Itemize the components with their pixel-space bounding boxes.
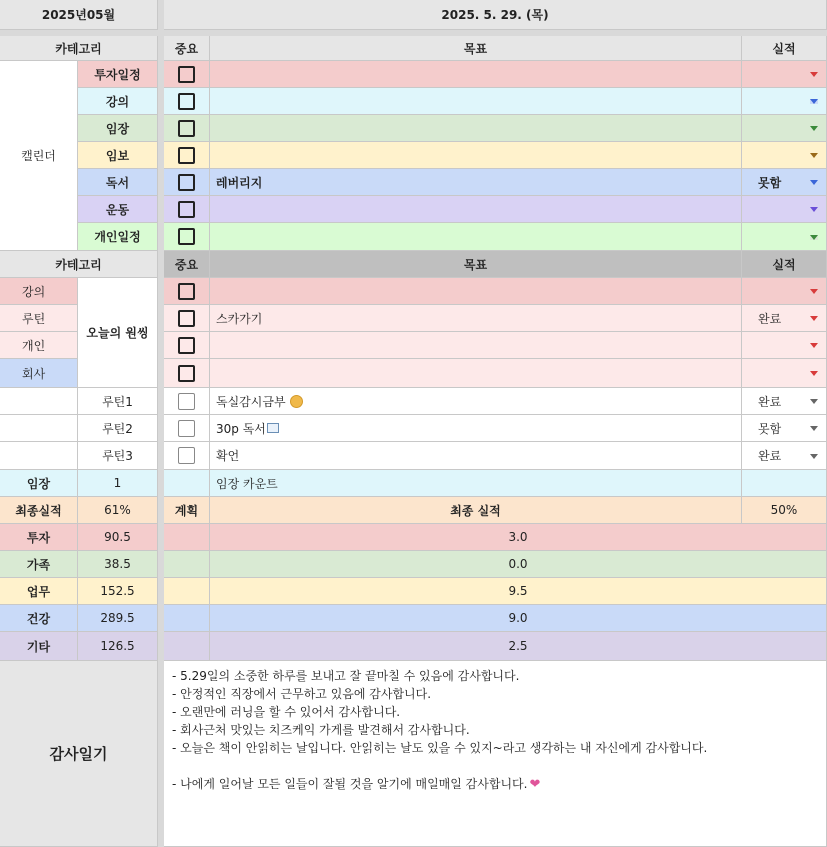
plan-label: 계획: [164, 497, 210, 524]
score-today: 9.5: [210, 578, 827, 605]
score-plan: [164, 578, 210, 605]
important-checkbox[interactable]: [164, 169, 210, 196]
dropdown-arrow-icon[interactable]: [810, 343, 818, 348]
important-checkbox[interactable]: [164, 278, 210, 305]
score-today: 0.0: [210, 551, 827, 578]
score-today: 9.0: [210, 605, 827, 632]
routine-label: 루틴1: [78, 388, 158, 415]
result-value: 못함: [758, 421, 782, 436]
score-label: 건강: [0, 605, 78, 632]
result-dropdown[interactable]: [742, 223, 827, 251]
score-plan: [164, 524, 210, 551]
dropdown-arrow-icon[interactable]: [810, 454, 818, 459]
month-cell[interactable]: 2025년05월: [0, 0, 158, 30]
score-label: 업무: [0, 578, 78, 605]
routine-goal[interactable]: [210, 388, 742, 415]
book-icon: [267, 423, 279, 433]
dropdown-arrow-icon[interactable]: [810, 399, 818, 404]
final-pct2: 50%: [742, 497, 827, 524]
routine-goal[interactable]: [210, 415, 742, 442]
score-total: 38.5: [78, 551, 158, 578]
calendar-group-label: 캘린더: [0, 61, 78, 251]
section1-result-header: 실적: [742, 36, 827, 61]
goal-cell[interactable]: [210, 115, 742, 142]
one-thing-category: 강의: [0, 278, 78, 305]
score-total: 289.5: [78, 605, 158, 632]
score-plan: [164, 605, 210, 632]
goal-cell[interactable]: [210, 359, 742, 388]
routine-goal-text: 30p 독서: [216, 421, 266, 436]
routine-goal-text: 독실감시금부: [216, 394, 286, 409]
imjang-text[interactable]: 임장 카운트: [210, 470, 742, 497]
result-dropdown[interactable]: [742, 415, 827, 442]
routine-blank: [0, 388, 78, 415]
heart-icon: ❤: [529, 777, 541, 792]
goal-cell[interactable]: [210, 142, 742, 169]
diary-line-4: - 회사근처 맛있는 치즈케익 가게를 발견해서 감사합니다.: [172, 723, 470, 737]
dropdown-arrow-icon[interactable]: [810, 235, 818, 240]
result-value: 못함: [758, 175, 782, 190]
diary-line-2: - 안정적인 직장에서 근무하고 있음에 감사합니다.: [172, 687, 432, 701]
result-value: 완료: [758, 449, 782, 463]
diary-label: 감사일기: [0, 661, 158, 847]
result-value: 완료: [758, 394, 782, 409]
score-plan: [164, 632, 210, 661]
goal-cell[interactable]: [210, 88, 742, 115]
routine-blank: [0, 415, 78, 442]
score-total: 90.5: [78, 524, 158, 551]
important-checkbox[interactable]: [164, 115, 210, 142]
result-dropdown[interactable]: [742, 442, 827, 470]
calendar-category: 운동: [78, 196, 158, 223]
important-checkbox[interactable]: [164, 305, 210, 332]
routine-checkbox[interactable]: [164, 388, 210, 415]
dropdown-arrow-icon[interactable]: [810, 371, 818, 376]
diary-line-3: - 오랜만에 러닝을 할 수 있어서 감사합니다.: [172, 705, 401, 719]
section1-important-header: 중요: [164, 36, 210, 61]
result-dropdown[interactable]: [742, 305, 827, 332]
one-thing-category: 회사: [0, 359, 78, 388]
routine-goal[interactable]: [210, 442, 742, 470]
dropdown-arrow-icon[interactable]: [810, 153, 818, 158]
score-total: 126.5: [78, 632, 158, 661]
goal-cell[interactable]: [210, 332, 742, 359]
goal-cell[interactable]: [210, 61, 742, 88]
one-thing-label: 오늘의 원씽: [78, 278, 158, 388]
imjang-label: 임장: [0, 470, 78, 497]
result-dropdown[interactable]: [742, 332, 827, 359]
score-label: 기타: [0, 632, 78, 661]
score-today: 2.5: [210, 632, 827, 661]
result-dropdown[interactable]: [742, 88, 827, 115]
score-label: 투자: [0, 524, 78, 551]
date-cell[interactable]: 2025. 5. 29. (목): [164, 0, 827, 30]
diary-line-7-wrap: [172, 775, 540, 794]
goal-cell[interactable]: 레버리지: [210, 169, 742, 196]
section2-category-header: 카테고리: [0, 251, 158, 278]
important-checkbox[interactable]: [164, 223, 210, 251]
routine-label: 루틴2: [78, 415, 158, 442]
section2-important-header: 중요: [164, 251, 210, 278]
section1-goal-header: 목표: [210, 36, 742, 61]
goal-cell[interactable]: [210, 278, 742, 305]
important-checkbox[interactable]: [164, 332, 210, 359]
calendar-category: 독서: [78, 169, 158, 196]
score-today: 3.0: [210, 524, 827, 551]
final-title: 최종 실적: [210, 497, 742, 524]
important-checkbox[interactable]: [164, 61, 210, 88]
result-dropdown[interactable]: [742, 278, 827, 305]
imjang-result: [742, 470, 827, 497]
imjang-value[interactable]: 1: [78, 470, 158, 497]
dropdown-arrow-icon[interactable]: [810, 180, 818, 185]
dropdown-arrow-icon[interactable]: [810, 207, 818, 212]
dropdown-arrow-icon[interactable]: [810, 126, 818, 131]
dropdown-arrow-icon[interactable]: [810, 316, 818, 321]
result-value: 완료: [758, 311, 782, 326]
result-dropdown[interactable]: [742, 142, 827, 169]
final-pct: 61%: [78, 497, 158, 524]
result-dropdown[interactable]: [742, 169, 827, 196]
routine-goal-text: 확언: [216, 449, 240, 463]
routine-label: 루틴3: [78, 442, 158, 470]
dropdown-arrow-icon[interactable]: [810, 99, 818, 104]
section2-result-header: 실적: [742, 251, 827, 278]
result-dropdown[interactable]: [742, 196, 827, 223]
result-dropdown[interactable]: [742, 115, 827, 142]
calendar-category: 개인일정: [78, 223, 158, 251]
calendar-category: 임보: [78, 142, 158, 169]
goal-cell[interactable]: [210, 196, 742, 223]
result-dropdown[interactable]: [742, 388, 827, 415]
routine-checkbox[interactable]: [164, 442, 210, 470]
one-thing-category: 개인: [0, 332, 78, 359]
score-plan: [164, 551, 210, 578]
score-label: 가족: [0, 551, 78, 578]
section1-category-header: 카테고리: [0, 36, 158, 61]
important-checkbox[interactable]: [164, 142, 210, 169]
result-dropdown[interactable]: [742, 61, 827, 88]
sun-icon: [290, 395, 303, 408]
result-dropdown[interactable]: [742, 359, 827, 388]
score-total: 152.5: [78, 578, 158, 605]
routine-blank: [0, 442, 78, 470]
important-checkbox[interactable]: [164, 359, 210, 388]
diary-line-7: - 나에게 일어날 모든 일들이 잘될 것을 알기에 매일매일 감사합니다.: [172, 777, 528, 791]
calendar-category: 임장: [78, 115, 158, 142]
diary-line-1: - 5.29일의 소중한 하루를 보내고 잘 끝마칠 수 있음에 감사합니다.: [172, 669, 520, 683]
one-thing-category: 루틴: [0, 305, 78, 332]
goal-cell[interactable]: [210, 223, 742, 251]
diary-line-5: - 오늘은 책이 안읽히는 날입니다. 안읽히는 날도 있을 수 있지~라고 생각하는 내 자신에게 감사합니다.: [172, 741, 708, 755]
important-checkbox[interactable]: [164, 88, 210, 115]
diary-text[interactable]: [164, 661, 827, 847]
dropdown-arrow-icon[interactable]: [810, 289, 818, 294]
goal-cell[interactable]: 스카가기: [210, 305, 742, 332]
final-label: 최종실적: [0, 497, 78, 524]
routine-checkbox[interactable]: [164, 415, 210, 442]
dropdown-arrow-icon[interactable]: [810, 72, 818, 77]
section2-goal-header: 목표: [210, 251, 742, 278]
calendar-category: 투자일정: [78, 61, 158, 88]
imjang-empty: [164, 470, 210, 497]
important-checkbox[interactable]: [164, 196, 210, 223]
dropdown-arrow-icon[interactable]: [810, 426, 818, 431]
calendar-category: 강의: [78, 88, 158, 115]
